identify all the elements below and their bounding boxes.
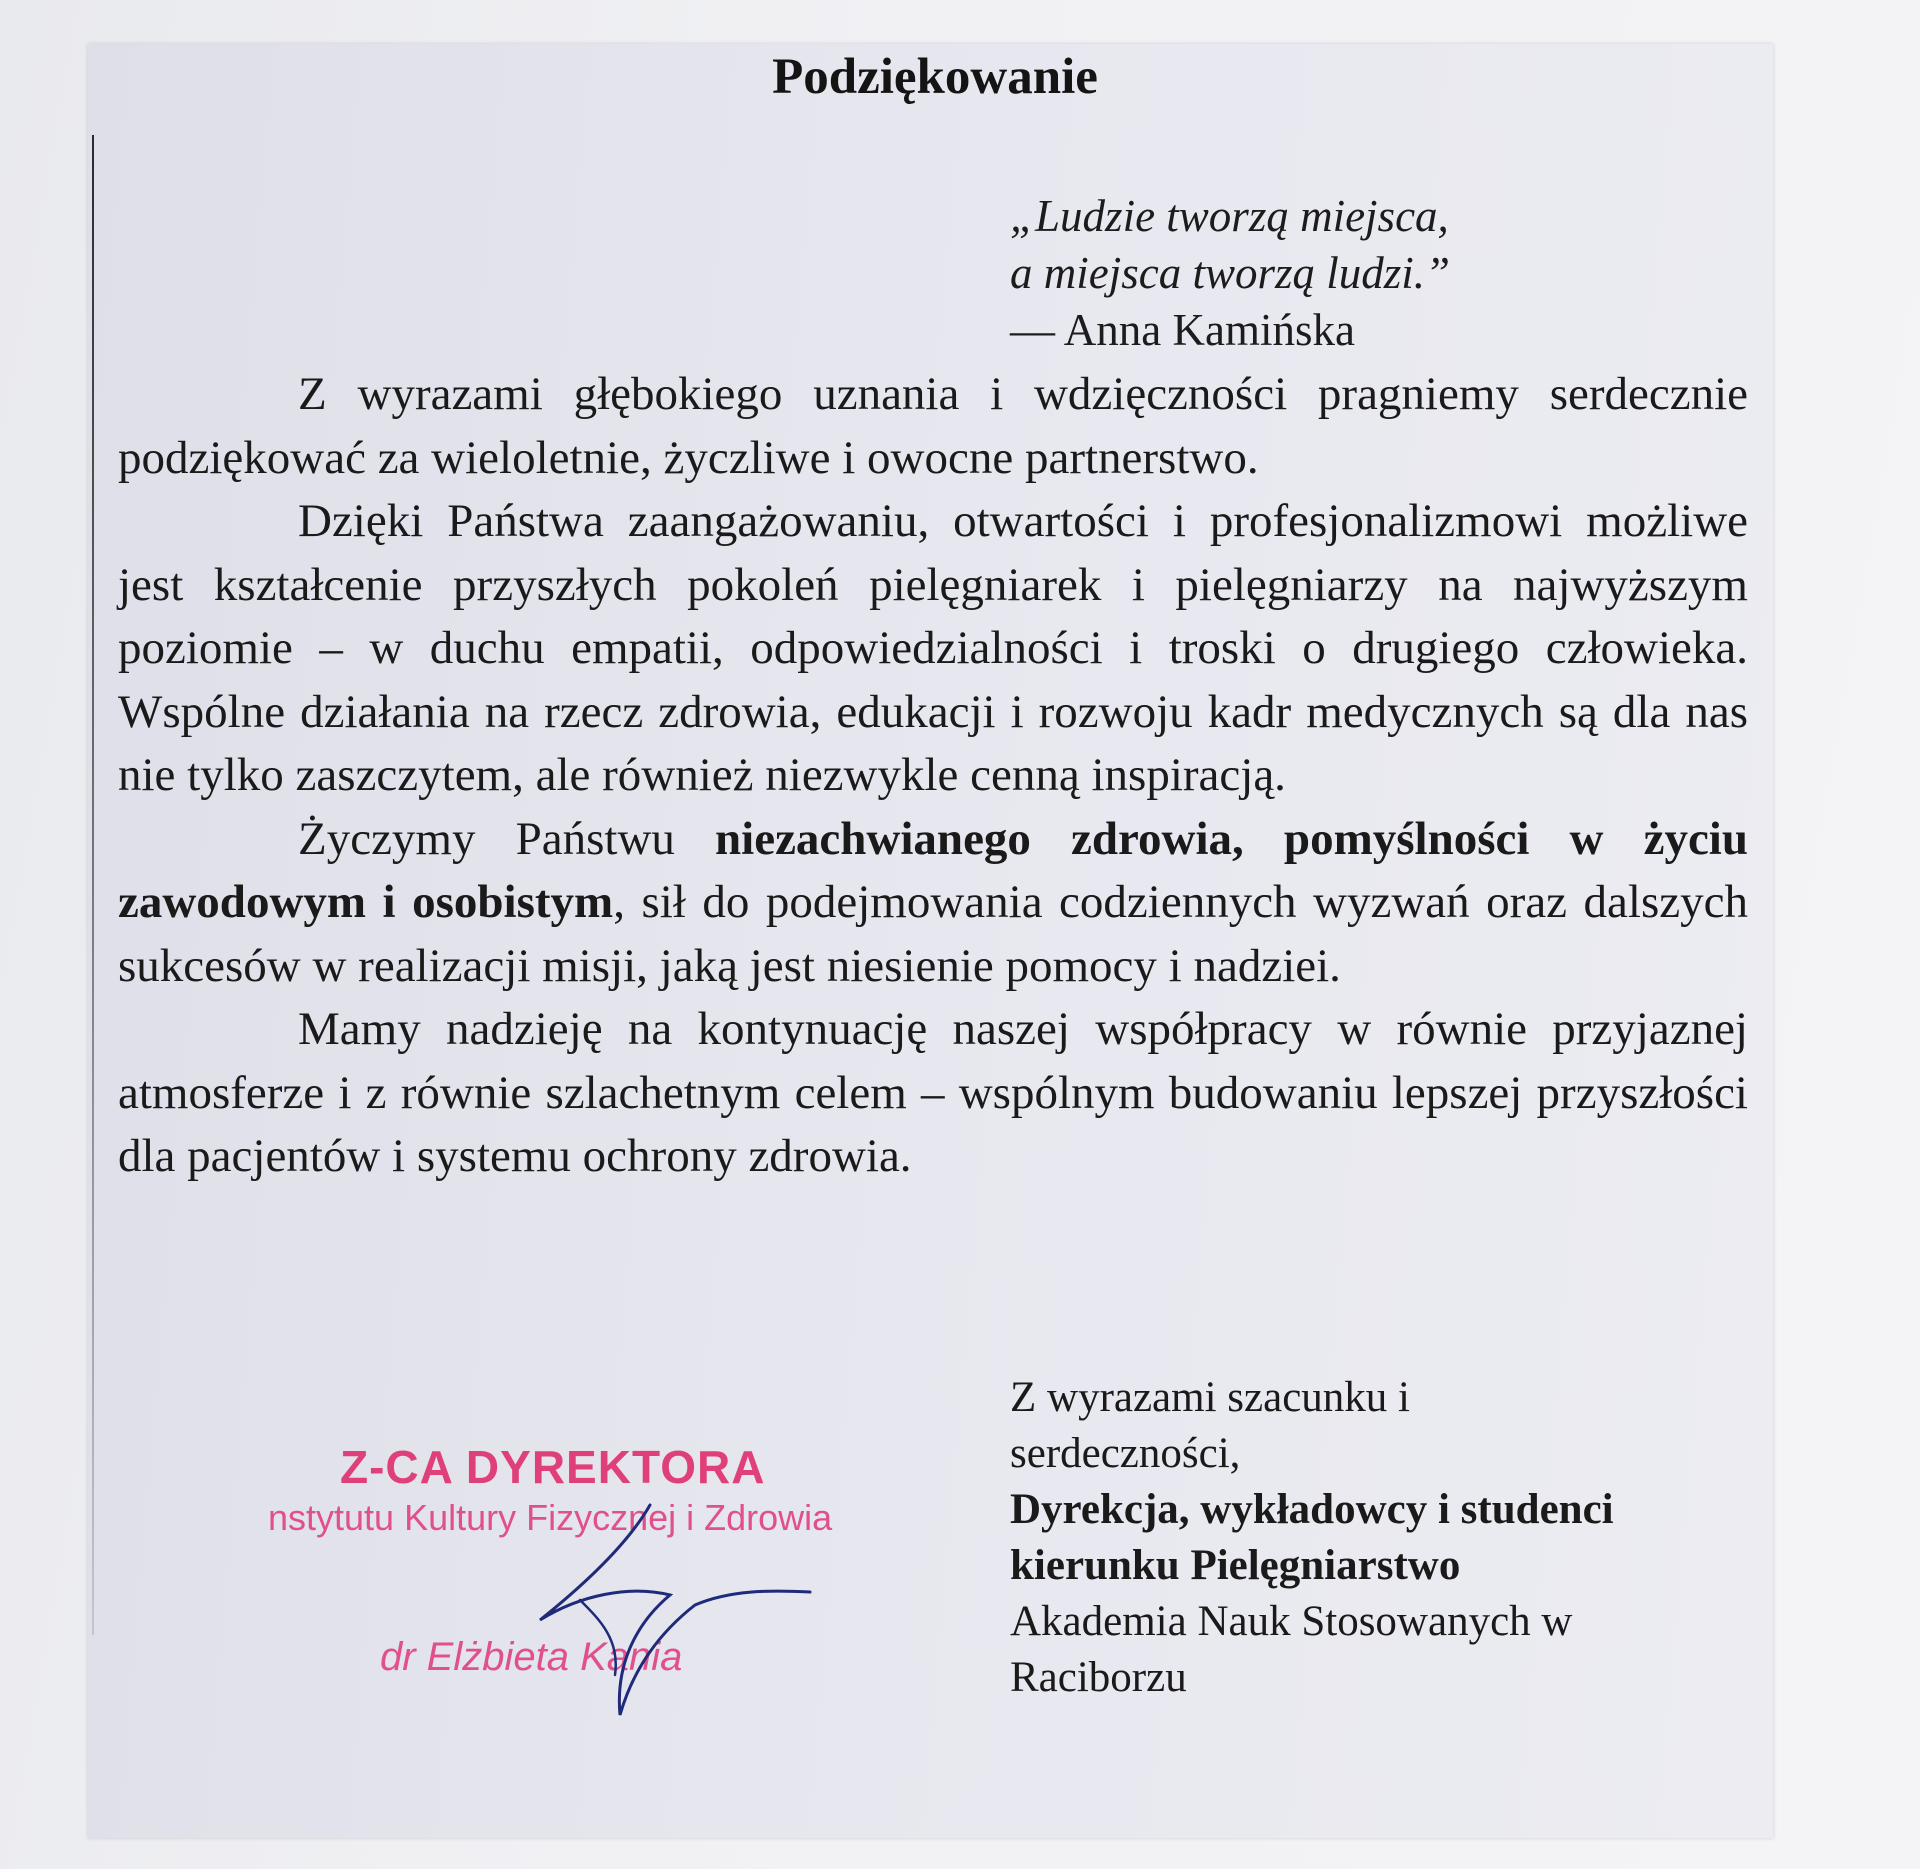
closing-signatories-2: kierunku Pielęgniarstwo xyxy=(1010,1542,1461,1589)
paragraph-3-start: Życzymy Państwu xyxy=(298,812,716,865)
paragraph-3-bold: niezachwianego zdrowia, pomyślności w życiu zawodowym i osobistym xyxy=(118,812,1749,928)
closing-line-2: serdeczności, xyxy=(1010,1430,1241,1477)
stamp-name: dr Elżbieta Kania xyxy=(380,1635,683,1679)
closing-line-1: Z wyrazami szacunku i xyxy=(1010,1374,1410,1421)
motto-author: — Anna Kamińska xyxy=(1010,305,1355,355)
closing-block xyxy=(1010,1370,1730,1706)
document-title: Podziękowanie xyxy=(772,49,1098,105)
paragraph-3-end: , sił do podejmowania codziennych wyzwań oraz dalszych sukcesów w realizacji misji, jaką jest niesienie pomocy i nadziei. xyxy=(118,876,1748,992)
motto-quote xyxy=(1010,188,1450,359)
paragraph-3 xyxy=(118,808,1748,999)
stamp-institute: nstytutu Kultury Fizycznej i Zdrowia xyxy=(268,1497,833,1538)
signature-stroke xyxy=(540,1505,810,1715)
handwritten-signature xyxy=(520,1500,840,1730)
closing-institution-1: Akademia Nauk Stosowanych w xyxy=(1010,1598,1573,1645)
stamp-title: Z-CA DYREKTORA xyxy=(340,1441,766,1493)
paper-edge-line xyxy=(92,135,94,1635)
signature-stroke xyxy=(580,1600,616,1675)
closing-signatories-1: Dyrekcja, wykładowcy i studenci xyxy=(1010,1486,1614,1533)
closing-institution-2: Raciborzu xyxy=(1010,1654,1187,1701)
paragraph-1: Z wyrazami głębokiego uznania i wdzięczności pragniemy serdecznie podziękować za wieloletnie, życzliwe i owocne partnerstwo. xyxy=(118,368,1748,484)
motto-line-2: a miejsca tworzą ludzi.” xyxy=(1010,248,1451,298)
motto-line-1: „Ludzie tworzą miejsca, xyxy=(1010,191,1449,241)
paragraph-4: Mamy nadzieję na kontynuację naszej współpracy w równie przyjaznej atmosferze i z równie szlachetnym celem – wspólnym budowaniu lepszej przyszłości dla pacjentów i systemu ochrony zdrowia. xyxy=(118,1003,1748,1182)
paragraph-2: Dzięki Państwa zaangażowaniu, otwartości i profesjonalizmowi możliwe jest kształcenie przyszłych pokoleń pielęgniarek i pielęgniarzy na najwyższym poziomie – w duchu empatii, odpowiedzialności i troski o drugiego człowieka. Wspólne działania na rzecz zdrowia, edukacji i rozwoju kadr medycznych są dla nas nie tylko zaszczytem, ale również niezwykle cenną inspiracją. xyxy=(118,495,1748,801)
letter-body xyxy=(118,363,1748,1189)
